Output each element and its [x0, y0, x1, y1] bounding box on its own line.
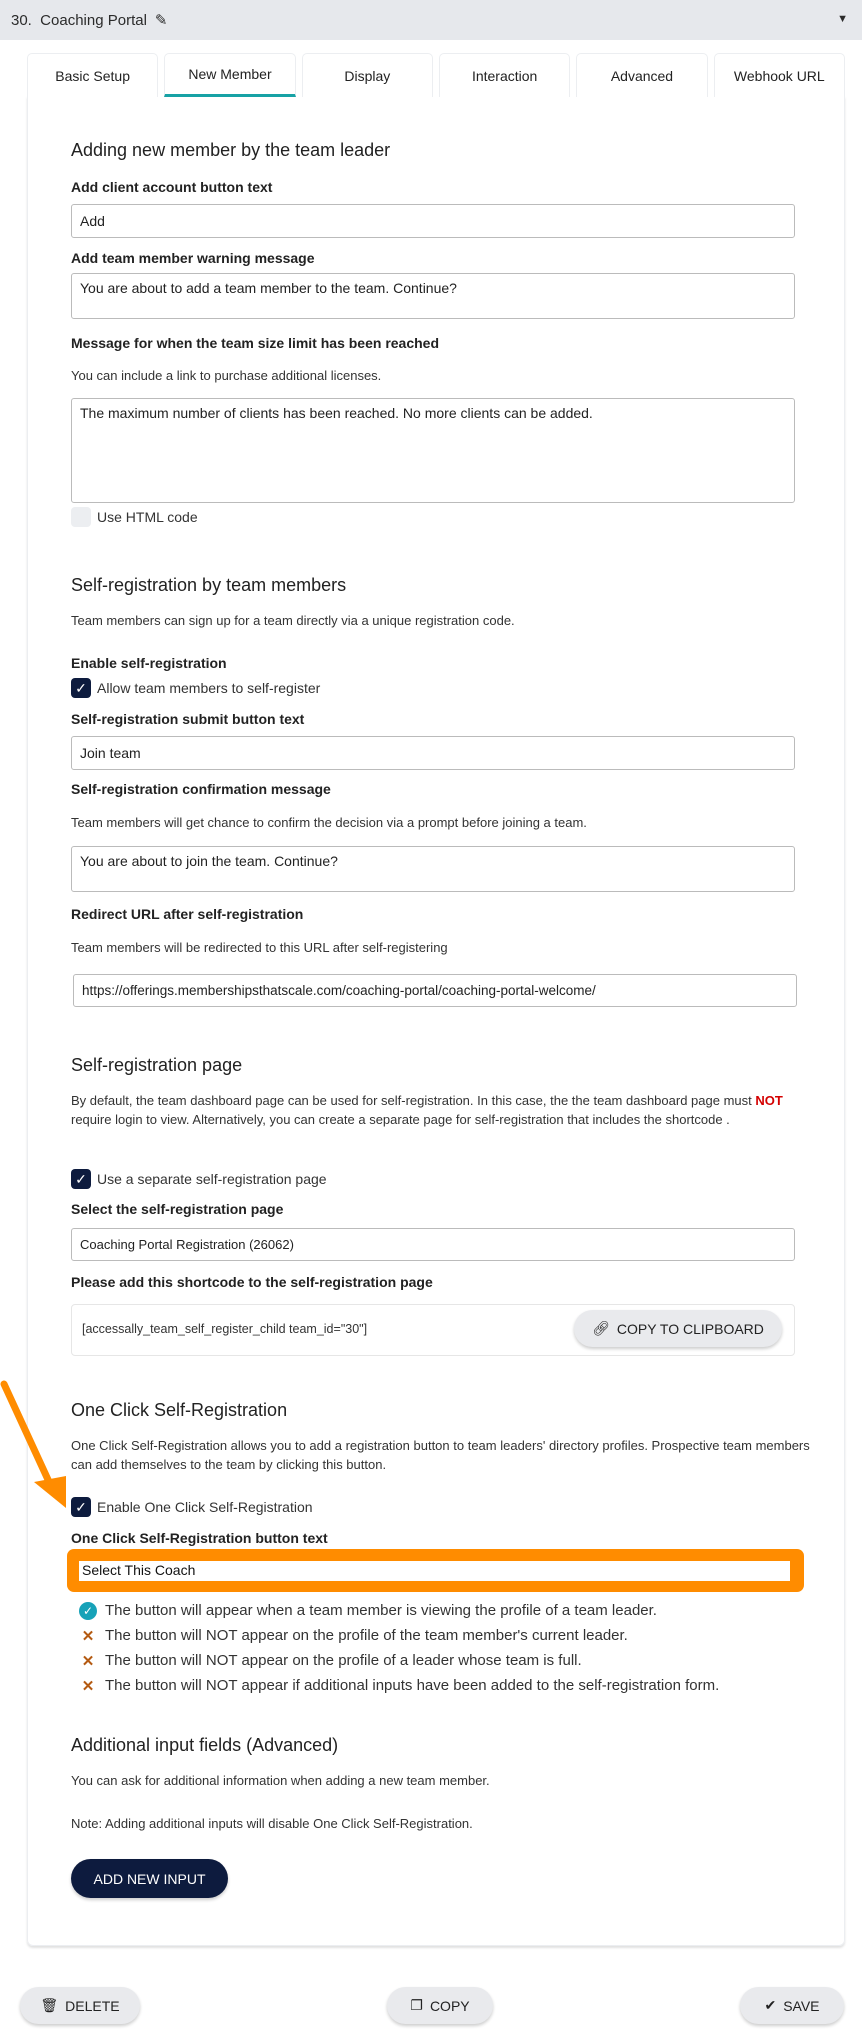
help-text: Team members will be redirected to this URL after self-registering: [71, 940, 448, 955]
add-new-input-button[interactable]: ADD NEW INPUT: [71, 1859, 228, 1898]
list-item-text: The button will NOT appear if additional inputs have been added to the self-registration form.: [105, 1677, 720, 1694]
field-label: Self-registration submit button text: [71, 711, 305, 727]
limit-message-textarea[interactable]: The maximum number of clients has been reached. No more clients can be added.: [71, 398, 795, 503]
field-label: Please add this shortcode to the self-registration page: [71, 1274, 433, 1290]
warning-message-textarea[interactable]: You are about to add a team member to the team. Continue?: [71, 273, 795, 319]
tab-basic-setup[interactable]: Basic Setup: [27, 53, 158, 97]
checkbox-label: Use HTML code: [97, 509, 198, 525]
list-item: [79, 1623, 719, 1648]
button-label: DELETE: [65, 1997, 120, 2014]
list-item-text: The button will NOT appear on the profile of the team member's current leader.: [105, 1627, 628, 1644]
separate-page-checkbox[interactable]: [71, 1169, 327, 1189]
help-text: You can ask for additional information when adding a new team member.: [71, 1773, 490, 1788]
section-heading: Self-registration by team members: [71, 575, 347, 595]
portal-title: 30. Coaching Portal: [11, 11, 147, 29]
field-label: Enable self-registration: [71, 655, 227, 671]
list-item-text: The button will NOT appear on the profile of a leader whose team is full.: [105, 1652, 582, 1669]
add-button-text-input[interactable]: Add: [71, 204, 795, 238]
checkbox-label: Enable One Click Self-Registration: [97, 1499, 313, 1515]
list-item-text: The button will appear when a team member is viewing the profile of a team leader.: [105, 1602, 657, 1619]
one-click-button-text-input[interactable]: Select This Coach: [79, 1561, 790, 1581]
copy-to-clipboard-button[interactable]: [574, 1310, 782, 1347]
check-icon[interactable]: ✓: [71, 1497, 91, 1517]
checkbox-unchecked[interactable]: [71, 507, 91, 527]
field-label: Add team member warning message: [71, 250, 315, 266]
section-heading: Self-registration page: [71, 1055, 243, 1075]
tab-bar: [27, 53, 845, 97]
self-registration-page-select[interactable]: Coaching Portal Registration (26062): [71, 1228, 795, 1261]
field-label: Select the self-registration page: [71, 1201, 284, 1217]
redirect-url-input[interactable]: https://offerings.membershipsthatscale.com/coaching-portal/coaching-portal-welcome/: [73, 974, 797, 1007]
copy-icon: ❐: [410, 1997, 423, 2013]
list-item: [79, 1673, 719, 1698]
not-emphasis: NOT: [755, 1093, 783, 1108]
list-item: [79, 1598, 719, 1623]
x-icon: ✕: [81, 1652, 95, 1670]
tab-advanced[interactable]: Advanced: [576, 53, 707, 97]
link-icon: 🔗︎: [592, 1320, 610, 1336]
check-icon[interactable]: ✓: [71, 678, 91, 698]
check-circle-icon: ✔: [764, 1997, 777, 2013]
help-text: You can include a link to purchase additional licenses.: [71, 368, 382, 383]
trash-icon: 🗑︎: [40, 1997, 59, 2013]
check-circle-icon: ✓: [79, 1602, 97, 1620]
section-heading: Adding new member by the team leader: [71, 140, 391, 160]
tab-interaction[interactable]: Interaction: [439, 53, 570, 97]
help-text: One Click Self-Registration allows you to add a registration button to team leaders' directory profiles. Prospective team members can add themselves to the team by clicking this button.: [71, 1438, 810, 1472]
help-text: Team members can sign up for a team directly via a unique registration code.: [71, 613, 515, 628]
pencil-icon[interactable]: ✎: [154, 12, 168, 29]
help-text-part: By default, the team dashboard page can be used for self-registration. In this case, the the team dashboard page must: [71, 1093, 756, 1108]
checkbox-label: Allow team members to self-register: [97, 680, 321, 696]
enable-one-click-checkbox[interactable]: [71, 1497, 313, 1517]
submit-button-text-input[interactable]: Join team: [71, 736, 795, 770]
conditions-list: [79, 1598, 719, 1698]
confirm-message-textarea[interactable]: You are about to join the team. Continue?: [71, 846, 795, 892]
arrow-shaft: [4, 1384, 50, 1484]
shortcode-text: [accessally_team_self_register_child team_id="30"]: [82, 1322, 368, 1336]
checkbox-label: Use a separate self-registration page: [97, 1171, 327, 1187]
use-html-checkbox[interactable]: [71, 507, 198, 527]
check-icon[interactable]: ✓: [71, 1169, 91, 1189]
list-item: [79, 1648, 719, 1673]
section-heading: One Click Self-Registration: [71, 1400, 288, 1420]
portal-header[interactable]: [0, 0, 862, 40]
delete-button[interactable]: [20, 1987, 140, 2024]
orange-arrow-annotation: [0, 1380, 70, 1512]
tab-new-member[interactable]: New Member: [164, 53, 295, 97]
field-label: Redirect URL after self-registration: [71, 906, 304, 922]
tab-webhook-url[interactable]: Webhook URL: [714, 53, 845, 97]
save-button[interactable]: [740, 1987, 844, 2024]
help-text: Team members will get chance to confirm the decision via a prompt before joining a team.: [71, 815, 587, 830]
copy-button[interactable]: [387, 1987, 493, 2024]
note-text: Note: Adding additional inputs will disable One Click Self-Registration.: [71, 1816, 473, 1831]
help-text-part: require login to view. Alternatively, you can create a separate page for self-registration that includes the shortcode .: [71, 1112, 730, 1127]
button-label: COPY: [429, 1997, 470, 2014]
chevron-down-icon[interactable]: ▼: [837, 13, 848, 25]
arrow-head: [34, 1476, 66, 1508]
x-icon: ✕: [81, 1677, 95, 1695]
field-label: Self-registration confirmation message: [71, 781, 331, 797]
tab-display[interactable]: Display: [302, 53, 433, 97]
button-label: COPY TO CLIPBOARD: [616, 1320, 764, 1337]
field-label: Message for when the team size limit has been reached: [71, 335, 440, 351]
x-icon: ✕: [81, 1627, 95, 1645]
field-label: Add client account button text: [71, 179, 273, 195]
help-text: [71, 1091, 821, 1129]
button-label: SAVE: [783, 1997, 820, 2014]
allow-self-register-checkbox[interactable]: [71, 678, 320, 698]
section-heading: Additional input fields (Advanced): [71, 1735, 339, 1755]
field-label: One Click Self-Registration button text: [71, 1530, 328, 1546]
